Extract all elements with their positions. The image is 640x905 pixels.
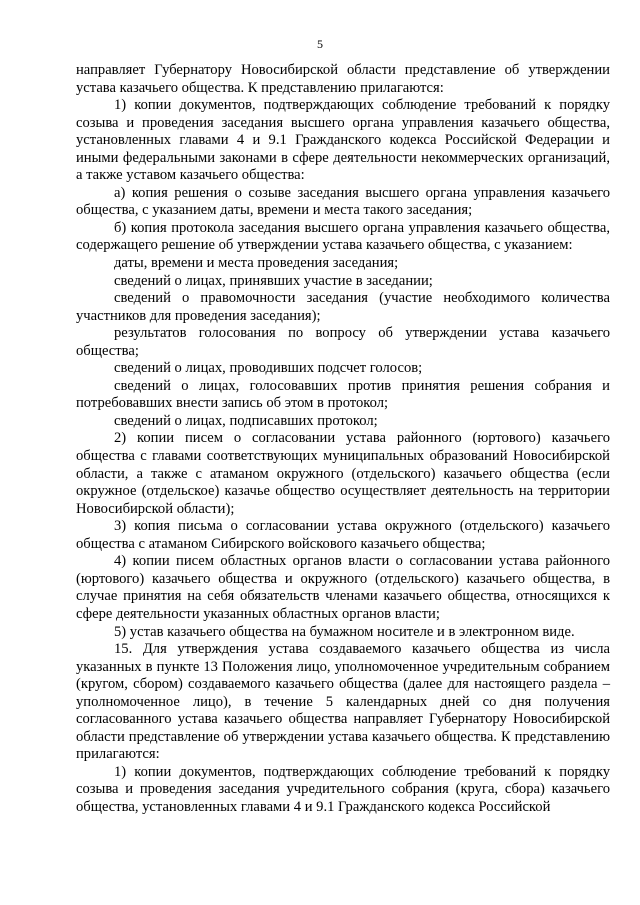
paragraph: сведений о лицах, голосовавших против принятия решения собрания и потребовавших внести запись об этом в протокол; (76, 377, 610, 412)
paragraph: 3) копия письма о согласовании устава окружного (отдельского) казачьего общества с атаманом Сибирского войскового казачьего общества; (76, 518, 610, 552)
paragraph: сведений о лицах, подписавших протокол; (114, 412, 378, 429)
paragraph: 1) копии документов, подтверждающих соблюдение требований к порядку созыва и проведения заседания высшего органа управления казачьего общества, установленных главами 4 и 9.1 Гражданского кодекса Российской Федерации и иными федеральными законами в сфере деятельности некоммерческих организаций, а также уставом казачьего общества: (76, 97, 610, 184)
document-body (76, 62, 610, 817)
paragraph: направляет Губернатору Новосибирской области представление об утверждении устава казачьего общества. К представлению прилагаются: (76, 62, 610, 96)
paragraph: результатов голосования по вопросу об утверждении устава казачьего общества; (76, 325, 610, 359)
paragraph: 2) копии писем о согласовании устава районного (юртового) казачьего общества с главами соответствующих муниципальных образований Новосибирской области, а также с атаманом окружного (отдельского) казачьего общества (если окружное (отдельское) казачье общество осуществляет деятельность на территории Новосибирской области); (76, 430, 610, 517)
paragraph: 5) устав казачьего общества на бумажном носителе и в электронном виде. (114, 623, 575, 640)
paragraph: б) копия протокола заседания высшего органа управления казачьего общества, содержащего решение об утверждении устава казачьего общества, с указанием: (76, 219, 610, 254)
paragraph: сведений о лицах, принявших участие в заседании; (114, 272, 433, 289)
paragraph: 15. Для утверждения устава создаваемого казачьего общества из числа указанных в пункте 13 Положения лицо, уполномоченное учредительным собранием (кругом, сбором) создаваемого казачьего общества (далее для настоящего раздела – уполномоченное лицо), в течение 5 календарных дней со дня получения согласованного устава казачьего общества направляет Губернатору Новосибирской области представление об утверждении устава казачьего общества. К представлению прилагаются: (76, 641, 610, 763)
paragraph: сведений о правомочности заседания (участие необходимого количества участников для проведения заседания); (76, 290, 610, 324)
page-number: 5 (317, 37, 323, 51)
paragraph: а) копия решения о созыве заседания высшего органа управления казачьего общества, с указанием даты, времени и места такого заседания; (76, 184, 610, 219)
paragraph: даты, времени и места проведения заседания; (114, 255, 399, 272)
paragraph: сведений о лицах, проводивших подсчет голосов; (114, 360, 423, 377)
paragraph: 4) копии писем областных органов власти о согласовании устава районного (юртового) казачьего общества и окружного (отдельского) казачьего общества, в случае принятия на себя обязательств членами казачьего общества, относящихся к сфере деятельности указанных областных органов власти; (76, 553, 610, 622)
paragraph: 1) копии документов, подтверждающих соблюдение требований к порядку созыва и проведения заседания учредительного собрания (круга, сбора) казачьего общества, установленных главами 4 и 9.1 Гражданского кодекса Российской (76, 763, 610, 815)
